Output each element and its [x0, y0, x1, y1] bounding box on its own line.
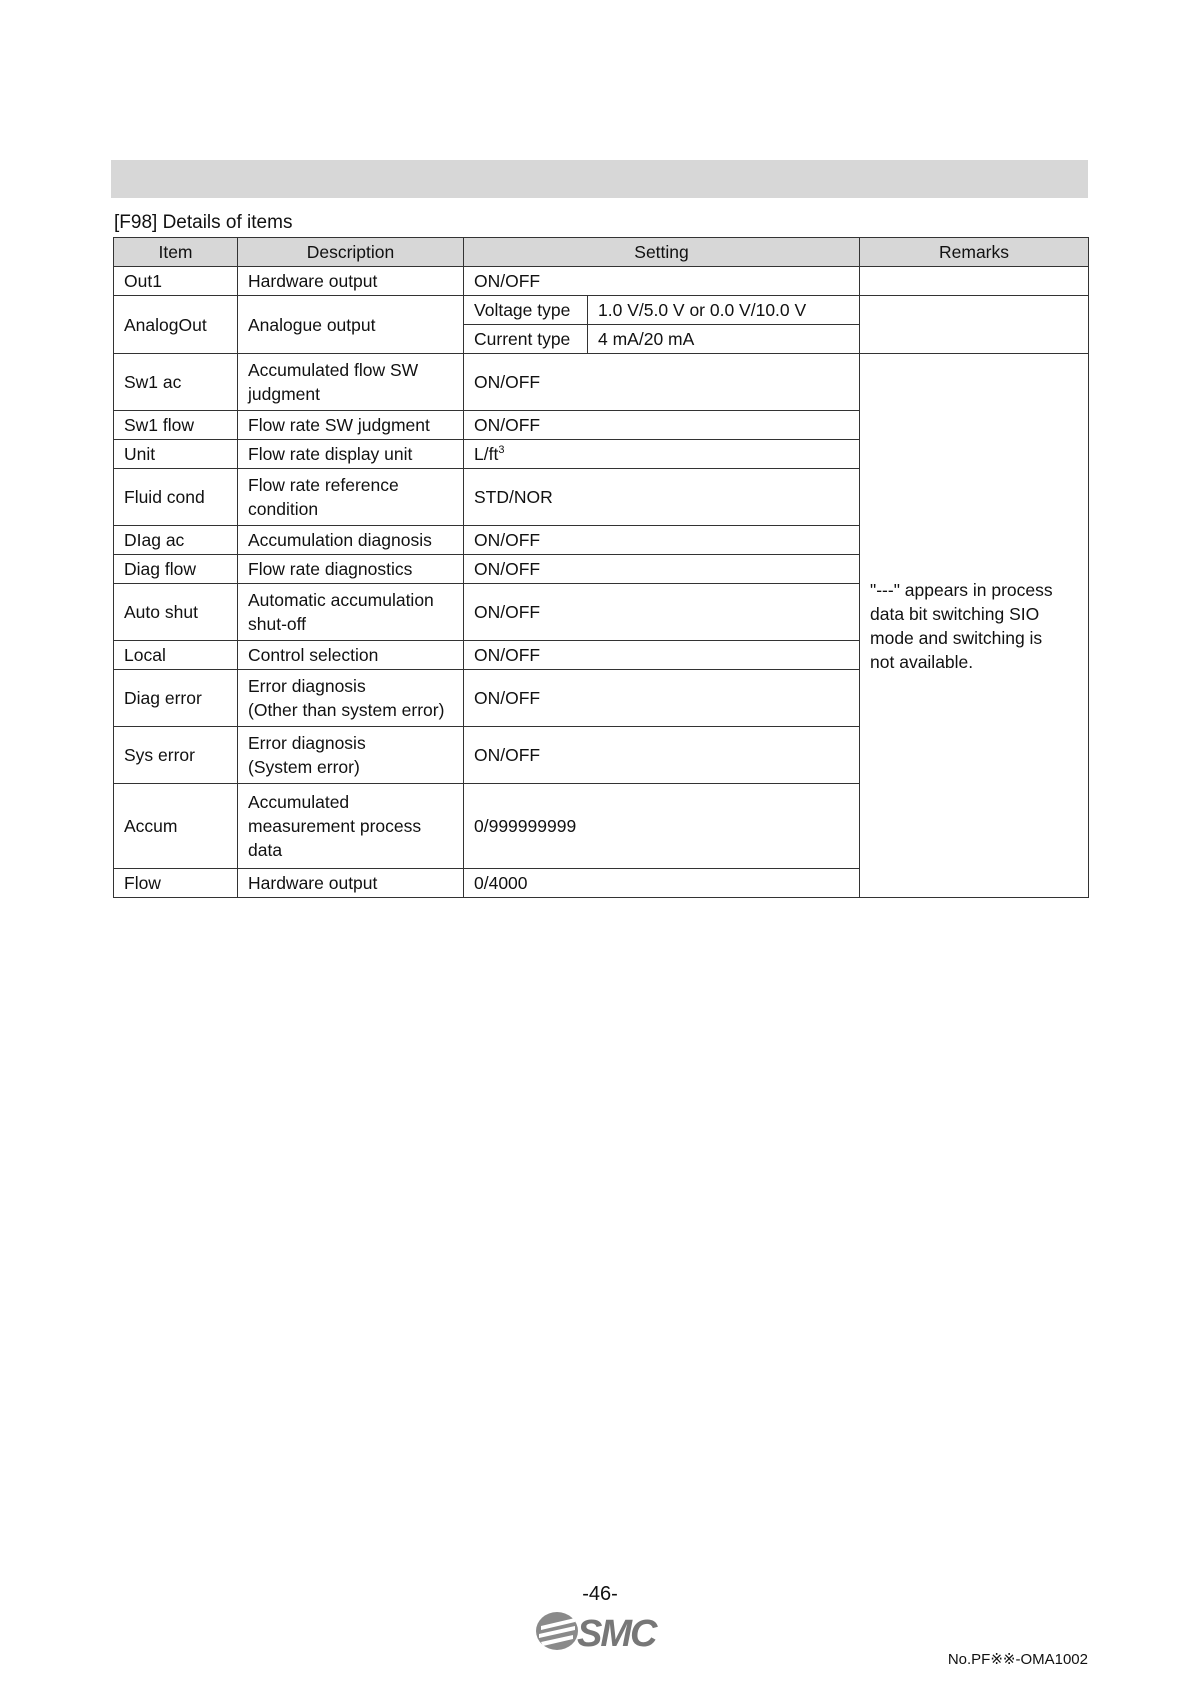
setting-cell: ON/OFF [464, 584, 860, 641]
description-line: data [248, 840, 283, 860]
header-remarks: Remarks [860, 238, 1089, 267]
setting-cell: 0/999999999 [464, 784, 860, 869]
details-table [113, 237, 1089, 898]
description-cell [238, 584, 464, 641]
description-line: Accumulated [248, 792, 350, 812]
description-cell [238, 469, 464, 526]
setting-cell: ON/OFF [464, 526, 860, 555]
description-cell [238, 354, 464, 411]
setting-cell: ON/OFF [464, 267, 860, 296]
description-line: measurement process [248, 816, 422, 836]
remarks-line: "---" appears in process [870, 579, 1053, 600]
description-cell [238, 784, 464, 869]
setting-cell: 0/4000 [464, 869, 860, 898]
setting-cell: ON/OFF [464, 411, 860, 440]
description-cell: Flow rate display unit [238, 440, 464, 469]
description-line: (Other than system error) [248, 700, 445, 720]
item-cell: Unit [114, 440, 238, 469]
unit-superscript: 3 [498, 444, 505, 457]
table-header-row [114, 238, 1089, 267]
remarks-line: not available. [870, 651, 974, 672]
section-header-band [111, 160, 1088, 198]
setting-sub-label: Current type [464, 325, 588, 354]
description-line: Automatic accumulation [248, 590, 434, 610]
remarks-cell-empty [860, 267, 1089, 296]
item-cell: Sw1 flow [114, 411, 238, 440]
description-line: Error diagnosis [248, 676, 366, 696]
item-cell: Accum [114, 784, 238, 869]
item-cell: Local [114, 641, 238, 670]
table-row [114, 296, 1089, 325]
setting-cell: ON/OFF [464, 727, 860, 784]
description-cell: Accumulation diagnosis [238, 526, 464, 555]
description-cell: Hardware output [238, 267, 464, 296]
setting-cell: ON/OFF [464, 641, 860, 670]
item-cell: Fluid cond [114, 469, 238, 526]
item-cell: Out1 [114, 267, 238, 296]
remarks-cell-empty [860, 296, 1089, 354]
description-line: Accumulated flow SW [248, 360, 419, 380]
description-cell: Flow rate SW judgment [238, 411, 464, 440]
setting-cell [464, 440, 860, 469]
smc-logo-text: SMC [577, 1613, 656, 1654]
setting-sub-label: Voltage type [464, 296, 588, 325]
page-number: -46- [582, 1583, 618, 1605]
description-line: (System error) [248, 757, 360, 777]
description-line: Flow rate reference [248, 475, 399, 495]
table-row [114, 267, 1089, 296]
setting-cell: STD/NOR [464, 469, 860, 526]
setting-cell: ON/OFF [464, 354, 860, 411]
description-cell: Analogue output [238, 296, 464, 354]
description-cell [238, 670, 464, 727]
smc-logo-mark-icon [536, 1612, 578, 1650]
setting-sub-value: 1.0 V/5.0 V or 0.0 V/10.0 V [588, 296, 860, 325]
description-cell: Flow rate diagnostics [238, 555, 464, 584]
description-line: Error diagnosis [248, 733, 366, 753]
item-cell: Sw1 ac [114, 354, 238, 411]
remarks-line: mode and switching is [870, 627, 1043, 648]
item-cell: Flow [114, 869, 238, 898]
header-setting: Setting [464, 238, 860, 267]
remarks-line: data bit switching SIO [870, 603, 1040, 624]
item-cell: Auto shut [114, 584, 238, 641]
setting-sub-value: 4 mA/20 mA [588, 325, 860, 354]
description-line: shut-off [248, 614, 307, 634]
document-number: No.PF※※-OMA1002 [947, 1651, 1088, 1668]
smc-logo [535, 1608, 665, 1654]
setting-cell: ON/OFF [464, 670, 860, 727]
section-title: [F98] Details of items [114, 212, 293, 233]
description-cell: Hardware output [238, 869, 464, 898]
table-row [114, 354, 1089, 411]
item-cell: Diag error [114, 670, 238, 727]
description-line: judgment [248, 384, 320, 404]
description-line: condition [248, 499, 319, 519]
header-description: Description [238, 238, 464, 267]
item-cell: Diag flow [114, 555, 238, 584]
setting-cell: ON/OFF [464, 555, 860, 584]
item-cell: AnalogOut [114, 296, 238, 354]
item-cell: Sys error [114, 727, 238, 784]
description-cell: Control selection [238, 641, 464, 670]
header-item: Item [114, 238, 238, 267]
remarks-cell [860, 354, 1089, 898]
unit-base: L/ft [474, 444, 499, 464]
description-cell [238, 727, 464, 784]
item-cell: DIag ac [114, 526, 238, 555]
